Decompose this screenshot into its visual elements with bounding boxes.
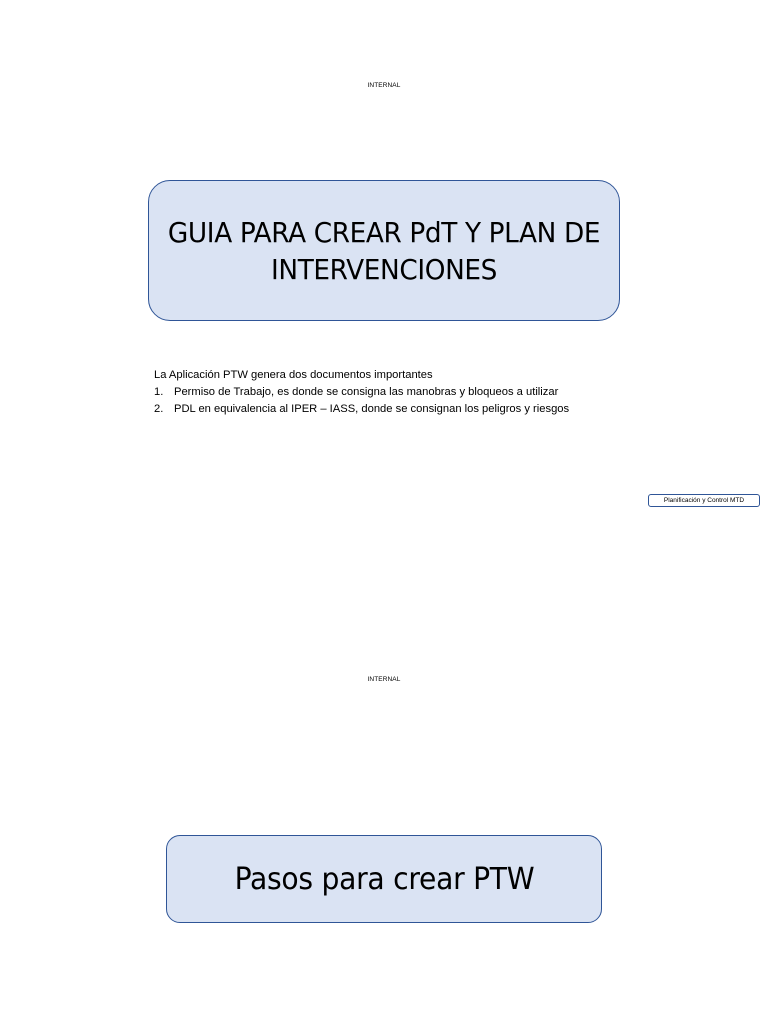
document-list — [154, 384, 634, 418]
title-box — [166, 835, 602, 923]
footer-tag: Planificación y Control MTD — [648, 494, 760, 507]
internal-label: INTERNAL — [367, 676, 401, 683]
page-title: Pasos para crear PTW — [234, 861, 534, 897]
list-item — [154, 401, 634, 418]
list-item-number: 1. — [154, 386, 164, 398]
page-title: GUIA PARA CREAR PdT Y PLAN DE INTERVENCIONES — [167, 215, 601, 286]
list-item-text: PDL en equivalencia al IPER – IASS, donde se consignan los peligros y riesgos — [174, 403, 570, 415]
internal-label: INTERNAL — [367, 82, 401, 89]
list-item — [154, 384, 634, 401]
intro-text: La Aplicación PTW genera dos documentos importantes — [154, 369, 433, 381]
title-box — [148, 180, 620, 321]
body-text — [154, 367, 634, 418]
list-item-text: Permiso de Trabajo, es donde se consigna las manobras y bloqueos a utilizar — [174, 386, 559, 398]
list-item-number: 2. — [154, 403, 164, 415]
